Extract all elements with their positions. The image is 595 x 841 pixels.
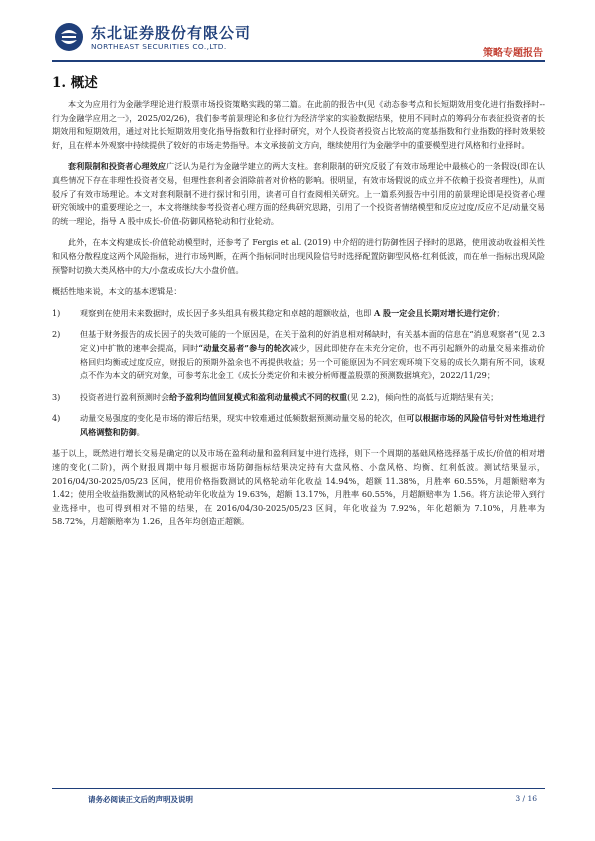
header-divider xyxy=(52,60,545,62)
list-item xyxy=(52,328,545,382)
list-item-text: 投资者进行盈利预测时会 xyxy=(80,391,170,402)
logic-list xyxy=(52,307,545,440)
list-item-bold: A 股一定会且长期对增长进行定价 xyxy=(373,307,497,318)
section-title: 1. 概述 xyxy=(52,75,98,91)
list-item xyxy=(52,391,545,405)
page-number: 3 / 16 xyxy=(515,794,537,803)
list-item-text: 但基于财务报告的成长因子的失效可能的一个原因是，在关于盈利的好消息相对稀缺时，有关基本面的信息在“消息观察者”(见 2.3 定义)中扩散的速率会提高，同时 xyxy=(80,329,545,353)
paragraph-pillars-body: 广泛认为是行为金融学建立的两大支柱。套利限制的研究反驳了有效市场理论中最核心的一条假设(即在认真些情况下存在非理性投资者交易，但理性套利者会消除前者对价格的影响。很明显，有效市场假说的成立并不依赖于投资者理性)，从而驳斥了有效市场理论。本文对套利限制不进行探讨和引用，读者可自行查阅相关研究。上一篇系列报告中引用的前景理论即是投资者心理研究领域中的重要理论之一，本文将继续参考投资者心理方面的经典研究思路，引用了一个投资者情绪模型和反应过度/反应不足/动量交易的统一理论，指导 A 股中成长-价值-防御风格轮动和行业轮动。 xyxy=(52,161,545,226)
paragraph-intro: 本文为应用行为金融学理论进行股票市场投资策略实践的第二篇。在此前的报告中(见《动态参考点和长短期效用变化进行指数择时--行为金融学应用之一》，2025/02/26)，我们参考前景理论和多位行为经济学家的实验数据结果，使用不同时点的筹码分布表征投资者的长期效用和短期效用，通过对比长短期效用变化指导指数和行业择时研究，对个人投资者投资占比较高的宽基指数和行业指数的择时效果较好，且在样本外观察中持续提供了较好的市场走势指导。本文承接前文方向，继续使用行为金融学中的重要模型进行风格和行业择时。 xyxy=(52,99,545,150)
list-item-number: 1) xyxy=(52,307,61,318)
paragraph-defensive-timing: 此外，在本文构建成长-价值轮动模型时，还参考了 Fergis et al. (2019) 中介绍的进行防御性因子择时的思路，使用波动收益相关性和风格分散程度这两个风险指标，进行市场判断，在两个指标同时出现风险信号时选择配置防御型风格-红利低波，而在单一指标出现风险预警时切换大类风格中的大/小盘或成长/大小盘价值。 xyxy=(52,237,545,275)
list-item-number: 4) xyxy=(52,413,61,424)
brand-name-en: NORTHEAST SECURITIES CO.,LTD. xyxy=(91,42,227,51)
paragraph-results: 基于以上，既然进行增长交易是确定的以及市场在盈利动量和盈利回复中进行选择，则下一个周期的基础风格选择基于成长/价值的相对增速的变化(二阶)，两个财报周期中每月根据市场防御指标结果决定持有大盘风格、小盘风格、均衡、红利低波。测试结果显示，2016/04/30-2025/05/23 区间，使用价格指数测试的风格轮动年化收益 14.94%，超额 11.38%，月胜率 60.55%，月超额赔率为 1.42；使用全收益指数测试的风格轮动年化收益为 19.63%，超额 13.17%，月胜率 60.55%，月超额赔率为 1.56。将方法论带入到行业选择中，也可得到相对不错的结果，在 2016/04/30-2025/05/23 区间，年化收益为 7.92%，年化超额为 7.10%，月胜率为 58.72%，月超额赔率为 1.26，且各年均创造正超额。 xyxy=(52,448,545,527)
list-item-bold: 可以根据市场的风险信号针对性地进行风格调整和防御 xyxy=(80,413,545,437)
list-item-tail: ； xyxy=(496,307,505,318)
paragraph-pillars xyxy=(52,160,545,228)
list-item-number: 2) xyxy=(52,329,61,340)
list-item-text: 观察到在使用未来数据时，成长因子多头组具有极其稳定和卓越的超额收益，也即 xyxy=(80,307,374,318)
list-item-bold: “动量交易者”参与的轮次 xyxy=(198,342,291,353)
brand-name-cn: 东北证券股份有限公司 xyxy=(91,24,252,42)
main-content xyxy=(52,98,545,537)
list-item-tail: 减少，因此即使存在未充分定价，也不再引起额外的动量交易来推动价格回归均衡或过度反应，财报后的预期外盈余也不再提供收益；另一个可能原因为不同宏观环境下交易的成长久期有所不同，该观点不作为本文的研究对象，可参考东北金工《成长分类定价和未被分析师覆盖股票的预测数据填充》，2022/11/29； xyxy=(80,342,545,381)
list-item-number: 3) xyxy=(52,391,61,402)
list-item xyxy=(52,307,545,321)
report-type-label: 策略专题报告 xyxy=(483,48,543,59)
paragraph-pillars-bold: 套利限制和投资者心理效应 xyxy=(68,161,167,172)
paragraph-logic-intro: 概括性地来说，本文的基本逻辑是： xyxy=(52,286,182,297)
list-item-tail: (见 2.2)，倾向性的高低与近期结果有关； xyxy=(347,391,499,402)
footer-disclaimer: 请务必阅读正文后的声明及说明 xyxy=(88,795,193,804)
list-item-bold: 给予盈利均值回复模式和盈利动量模式不同的权重 xyxy=(169,391,348,402)
footer-divider xyxy=(52,788,545,789)
company-logo-icon xyxy=(54,22,84,52)
list-item xyxy=(52,412,545,439)
list-item-tail: 。 xyxy=(136,426,145,437)
page-header xyxy=(0,0,595,62)
list-item-text: 动量交易强度的变化是市场的滞后结果，现实中较难通过低频数据预测动量交易的轮次，但 xyxy=(80,413,407,424)
